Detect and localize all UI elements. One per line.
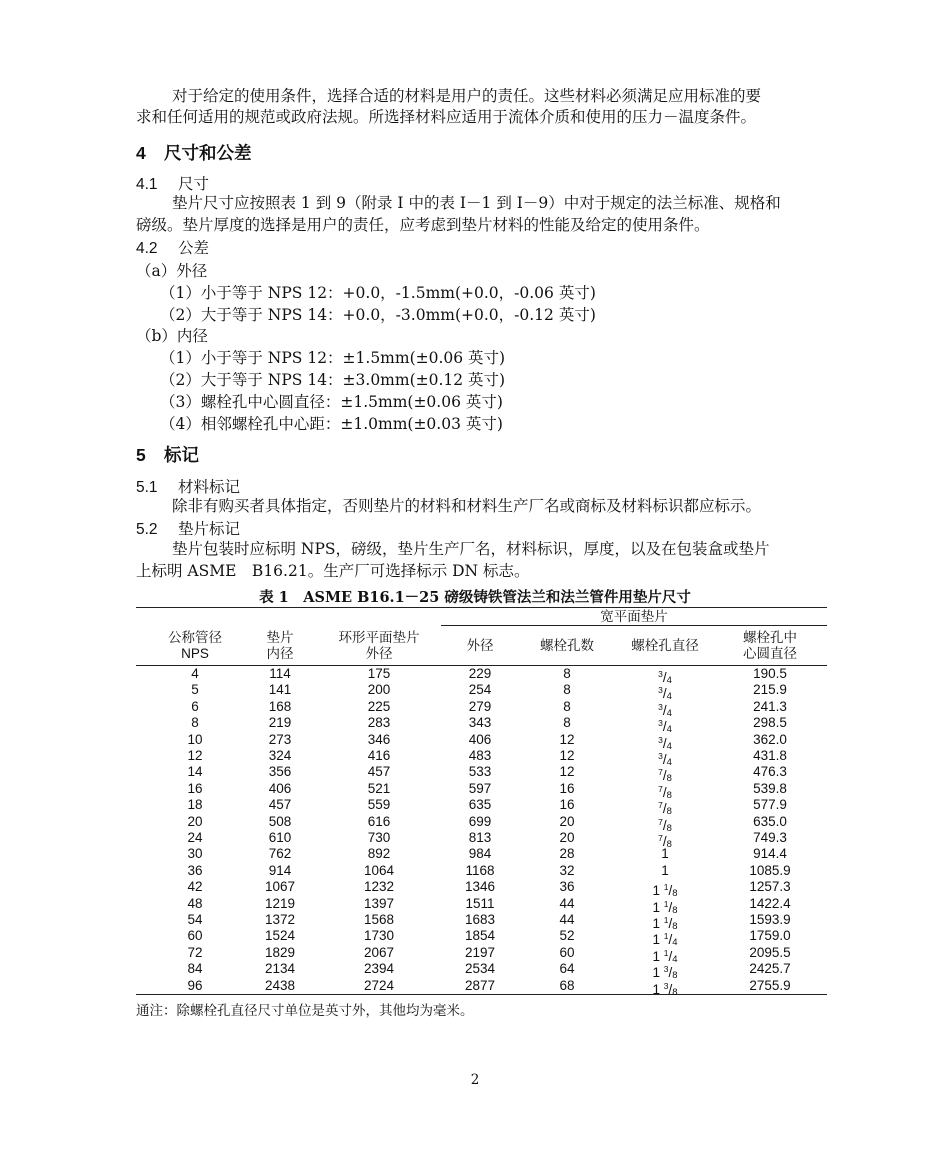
cell-nps: 72: [187, 944, 203, 960]
cell-holes: 52: [559, 928, 575, 944]
cell-od: 2877: [464, 977, 496, 993]
bolt-numerator: 7: [658, 800, 663, 811]
cell-id: 324: [268, 748, 292, 763]
cell-nps: 20: [187, 813, 203, 829]
section-5-2-line-1: 垫片包装时应标明 NPS，磅级，垫片生产厂名，材料标识，厚度，以及在包装盒或垫片: [172, 540, 770, 558]
section-5-2-heading: [136, 517, 240, 539]
cell-id: 508: [268, 813, 292, 829]
cell-od: 2534: [464, 961, 496, 977]
cell-bolt-diameter: 1 $^1/_4$: [652, 931, 678, 949]
bolt-denominator: 4: [666, 675, 672, 686]
header-od: 外径: [466, 638, 494, 654]
header-bolt-diameter: 螺栓孔直径: [631, 638, 699, 654]
cell-id: 168: [268, 698, 292, 714]
header-ring-od-line2: 外径: [365, 646, 393, 662]
cell-ring: 559: [367, 797, 391, 813]
header-bolt-holes: 螺栓孔数: [540, 638, 594, 654]
cell-od: 343: [468, 715, 492, 731]
cell-nps: 6: [191, 698, 199, 714]
cell-holes: 44: [559, 895, 575, 911]
cell-id: 273: [268, 731, 292, 747]
cell-holes: 20: [559, 813, 575, 829]
cell-od: 699: [468, 813, 492, 829]
cell-ring: 283: [367, 715, 391, 731]
cell-bolt-diameter: $^3/_4$: [658, 701, 672, 719]
cell-od: 597: [468, 780, 492, 796]
bolt-whole: 1: [661, 846, 669, 862]
cell-id: 1219: [264, 895, 296, 911]
cell-holes: 12: [559, 764, 575, 780]
bolt-denominator: 8: [666, 822, 672, 834]
cell-ring: 416: [367, 748, 391, 763]
cell-bolt-diameter: $^7/_8$: [658, 816, 672, 834]
section-4-2-title: 公差: [178, 239, 210, 257]
bolt-whole: 1: [652, 981, 660, 997]
cell-holes: 44: [559, 912, 575, 927]
header-ring-od: [329, 630, 429, 662]
cell-holes: 8: [563, 666, 571, 681]
cell-bc: 1593.9: [749, 912, 791, 927]
bolt-numerator: 3: [658, 685, 663, 696]
cell-bc: 2095.5: [749, 944, 791, 960]
bolt-denominator: 4: [666, 691, 672, 703]
cell-id: 406: [268, 780, 292, 796]
bolt-denominator: 4: [666, 757, 672, 768]
cell-od: 533: [468, 764, 492, 780]
cell-bc: 2755.9: [749, 977, 791, 993]
bolt-numerator: 7: [658, 767, 663, 778]
cell-id: 762: [268, 846, 292, 862]
section-4-number: 4: [136, 143, 146, 163]
tolerance-b-2: （2）大于等于 NPS 14：±3.0mm(±0.12 英寸): [160, 371, 506, 389]
cell-nps: 5: [191, 682, 199, 698]
cell-nps: 48: [187, 895, 203, 911]
cell-id: 914: [268, 862, 292, 878]
bolt-numerator: 1: [663, 947, 669, 958]
bolt-numerator: 7: [658, 833, 663, 843]
cell-id: 141: [268, 682, 292, 698]
cell-bolt-diameter: $^7/_8$: [658, 800, 672, 818]
section-4-1-title: 尺寸: [178, 175, 210, 193]
cell-od: 229: [468, 666, 492, 681]
bolt-numerator: 1: [663, 882, 669, 893]
bolt-denominator: 4: [666, 724, 672, 736]
cell-bolt-diameter: 1 $^3/_8$: [652, 980, 678, 998]
cell-ring: 457: [367, 764, 391, 780]
table-bottom-rule: [136, 994, 827, 995]
cell-bc: 749.3: [753, 830, 787, 845]
cell-bc: 1085.9: [749, 862, 791, 878]
cell-od: 406: [468, 731, 492, 747]
section-5-heading: [136, 442, 199, 467]
cell-bc: 190.5: [753, 666, 787, 681]
cell-id: 219: [268, 715, 292, 731]
cell-nps: 4: [191, 666, 199, 681]
cell-od: 1511: [465, 895, 495, 911]
bolt-whole: 1: [652, 899, 660, 915]
bolt-whole: 1: [652, 948, 660, 964]
cell-id: 114: [269, 666, 291, 681]
cell-nps: 12: [187, 748, 203, 763]
cell-bc: 431.8: [753, 748, 787, 763]
bolt-numerator: 3: [663, 980, 669, 991]
cell-ring: 346: [367, 731, 391, 747]
bolt-numerator: 3: [658, 701, 663, 712]
cell-bolt-diameter: $^3/_4$: [658, 669, 672, 686]
cell-bolt-diameter: 1 $^1/_8$: [652, 898, 678, 916]
cell-bc: 1759.0: [749, 928, 791, 944]
section-5-2-number: 5.2: [136, 521, 158, 538]
header-gasket-id: [250, 630, 310, 662]
cell-id: 457: [268, 797, 292, 813]
cell-bc: 914.4: [753, 846, 787, 862]
cell-nps: 84: [187, 961, 203, 977]
bolt-denominator: 4: [666, 707, 672, 719]
cell-holes: 8: [563, 715, 571, 731]
cell-ring: 1568: [363, 912, 395, 927]
cell-bolt-diameter: [615, 863, 715, 880]
table-group-header: 宽平面垫片: [600, 609, 668, 625]
cell-id: 1372: [264, 912, 296, 927]
cell-od: 1168: [465, 862, 495, 878]
cell-id: 2438: [264, 977, 296, 993]
header-ring-od-line1: 环形平面垫片: [338, 630, 420, 646]
bolt-denominator: 4: [672, 953, 678, 965]
cell-od: 254: [468, 682, 492, 698]
table-caption: 表 1 ASME B16.1－25 磅级铸铁管法兰和法兰管件用垫片尺寸: [259, 589, 691, 606]
bolt-whole: 1: [652, 932, 660, 948]
cell-holes: 8: [563, 698, 571, 714]
cell-bc: 215.9: [753, 682, 787, 698]
cell-ring: 1232: [363, 879, 395, 895]
section-5-2-line-2: 上标明 ASME B16.21。生产厂可选择标示 DN 标志。: [136, 562, 530, 580]
header-gasket-id-line1: 垫片: [266, 630, 294, 646]
cell-holes: 16: [559, 780, 575, 796]
bolt-numerator: 7: [658, 783, 663, 794]
cell-ring: 521: [367, 780, 391, 796]
bolt-denominator: 8: [666, 789, 672, 801]
cell-od: 1854: [464, 928, 496, 944]
cell-ring: 2394: [363, 961, 395, 977]
cell-holes: 68: [559, 977, 575, 993]
header-nps-line1: 公称管径: [168, 630, 222, 646]
cell-nps: 42: [187, 879, 203, 895]
cell-ring: 892: [367, 846, 391, 862]
cell-nps: 60: [187, 928, 203, 944]
cell-bolt-diameter: $^7/_8$: [658, 767, 672, 785]
cell-bolt-diameter: [615, 846, 715, 863]
cell-od: 813: [468, 830, 492, 845]
bolt-numerator: 1: [663, 915, 669, 925]
header-nps: [150, 630, 240, 662]
cell-bolt-diameter: 1 $^1/_8$: [652, 882, 678, 900]
cell-holes: 20: [559, 830, 575, 845]
section-4-title: 尺寸和公差: [164, 144, 252, 164]
section-5-1-heading: [136, 475, 240, 497]
section-5-1-line-1: 除非有购买者具体指定，否则垫片的材料和材料生产厂名或商标及材料标识都应标示。: [172, 497, 762, 515]
cell-bolt-diameter: $^3/_4$: [658, 718, 672, 736]
cell-ring: 616: [367, 813, 391, 829]
bolt-denominator: 8: [672, 970, 678, 982]
cell-nps: 8: [191, 715, 199, 731]
cell-nps: 18: [187, 797, 203, 813]
bolt-numerator: 1: [663, 931, 669, 942]
tolerance-b-3: （3）螺栓孔中心圆直径：±1.5mm(±0.06 英寸): [160, 393, 503, 411]
cell-od: 279: [468, 698, 492, 714]
bolt-denominator: 8: [672, 888, 678, 900]
intro-line-2: 求和任何适用的规范或政府法规。所选择材料应适用于流体介质和使用的压力－温度条件。: [136, 108, 757, 126]
section-5-title: 标记: [164, 446, 199, 466]
cell-bolt-diameter: $^7/_8$: [658, 783, 672, 801]
cell-bc: 298.5: [753, 715, 787, 731]
section-5-2-title: 垫片标记: [178, 520, 241, 538]
cell-nps: 16: [187, 780, 203, 796]
cell-nps: 14: [187, 764, 203, 780]
cell-ring: 1064: [363, 862, 395, 878]
cell-ring: 730: [367, 830, 391, 845]
cell-bc: 476.3: [753, 764, 787, 780]
cell-bc: 241.3: [753, 698, 787, 714]
cell-id: 1524: [264, 928, 296, 944]
section-5-1-title: 材料标记: [178, 478, 241, 496]
cell-bolt-diameter: $^3/_4$: [658, 685, 672, 703]
cell-ring: 2067: [363, 944, 395, 960]
cell-od: 1683: [464, 912, 496, 927]
cell-od: 984: [468, 846, 492, 862]
tolerance-a-label: （a）外径: [136, 262, 208, 280]
bolt-denominator: 4: [666, 740, 672, 752]
bolt-denominator: 4: [672, 937, 678, 949]
cell-holes: 28: [559, 846, 575, 862]
bolt-numerator: 7: [658, 816, 663, 827]
cell-bolt-diameter: $^7/_8$: [658, 833, 672, 850]
cell-bc: 2425.7: [749, 961, 791, 977]
cell-holes: 36: [559, 879, 575, 895]
cell-ring: 200: [367, 682, 391, 698]
cell-holes: 64: [559, 961, 575, 977]
cell-holes: 12: [559, 731, 575, 747]
cell-bc: 1257.3: [749, 879, 791, 895]
cell-nps: 96: [187, 977, 203, 993]
bolt-whole: 1: [661, 862, 669, 878]
cell-holes: 8: [563, 682, 571, 698]
section-5-number: 5: [136, 445, 146, 465]
cell-ring: 1730: [363, 928, 395, 944]
section-5-1-number: 5.1: [136, 479, 158, 496]
bolt-whole: 1: [652, 883, 660, 899]
cell-nps: 54: [187, 912, 203, 927]
tolerance-a-1: （1）小于等于 NPS 12：+0.0，-1.5mm(+0.0，-0.06 英寸): [160, 284, 596, 302]
section-4-2-heading: [136, 236, 209, 258]
bolt-denominator: 8: [666, 773, 672, 785]
cell-holes: 32: [559, 862, 575, 878]
section-4-heading: [136, 140, 252, 165]
cell-holes: 12: [559, 748, 575, 763]
cell-id: 2134: [264, 961, 296, 977]
bolt-numerator: 3: [658, 718, 663, 729]
cell-id: 610: [268, 830, 292, 845]
cell-ring: 2724: [363, 977, 395, 993]
cell-bc: 577.9: [753, 797, 787, 813]
bolt-numerator: 3: [658, 751, 663, 761]
header-bolt-circle: [725, 630, 815, 662]
cell-bc: 1422.4: [749, 895, 791, 911]
section-4-1-heading: [136, 172, 209, 194]
cell-bolt-diameter: 1 $^3/_8$: [652, 964, 678, 982]
bolt-whole: 1: [652, 965, 660, 981]
cell-bolt-diameter: 1 $^1/_4$: [652, 947, 678, 965]
cell-od: 1346: [464, 879, 496, 895]
cell-holes: 60: [559, 944, 575, 960]
tolerance-b-1: （1）小于等于 NPS 12：±1.5mm(±0.06 英寸): [160, 349, 506, 367]
bolt-denominator: 8: [672, 904, 678, 916]
cell-bolt-diameter: 1 $^1/_8$: [652, 915, 678, 932]
header-bolt-circle-line2: 心圆直径: [743, 646, 797, 662]
section-4-1-line-1: 垫片尺寸应按照表 1 到 9（附录 I 中的表 I－1 到 I－9）中对于规定的法兰标准、规格和: [172, 194, 781, 212]
cell-id: 1067: [264, 879, 296, 895]
bolt-whole: 1: [652, 916, 660, 931]
cell-od: 2197: [464, 944, 496, 960]
cell-id: 356: [268, 764, 292, 780]
table-group-rule: [441, 625, 827, 626]
cell-bolt-diameter: $^3/_4$: [658, 734, 672, 752]
cell-ring: 175: [367, 666, 391, 681]
section-4-1-line-2: 磅级。垫片厚度的选择是用户的责任，应考虑到垫片材料的性能及给定的使用条件。: [136, 216, 710, 234]
cell-nps: 10: [187, 731, 203, 747]
bolt-denominator: 8: [672, 986, 678, 998]
tolerance-b-4: （4）相邻螺栓孔中心距：±1.0mm(±0.03 英寸): [160, 415, 503, 433]
section-4-1-number: 4.1: [136, 176, 158, 193]
bolt-denominator: 8: [666, 839, 672, 850]
header-nps-line2: NPS: [181, 646, 209, 661]
bolt-denominator: 8: [666, 806, 672, 818]
cell-bc: 539.8: [753, 780, 787, 796]
section-4-2-number: 4.2: [136, 240, 158, 257]
bolt-numerator: 3: [663, 964, 669, 975]
cell-holes: 16: [559, 797, 575, 813]
cell-id: 1829: [264, 944, 296, 960]
cell-ring: 225: [367, 698, 391, 714]
cell-bolt-diameter: $^3/_4$: [658, 751, 672, 768]
tolerance-a-2: （2）大于等于 NPS 14：+0.0，-3.0mm(+0.0，-0.12 英寸): [160, 306, 596, 324]
cell-od: 635: [468, 797, 492, 813]
cell-ring: 1397: [363, 895, 395, 911]
header-gasket-id-line2: 内径: [266, 646, 294, 662]
page-number: 2: [470, 1072, 480, 1088]
table-note: 通注：除螺栓孔直径尺寸单位是英寸外，其他均为毫米。: [136, 1003, 474, 1019]
tolerance-b-label: （b）内径: [136, 327, 208, 345]
cell-od: 483: [468, 748, 492, 763]
cell-nps: 36: [187, 862, 203, 878]
bolt-numerator: 3: [658, 734, 663, 745]
bolt-numerator: 3: [658, 669, 663, 679]
cell-nps: 24: [187, 830, 203, 845]
header-bolt-circle-line1: 螺栓孔中: [743, 630, 797, 646]
cell-bc: 635.0: [753, 813, 787, 829]
cell-nps: 30: [187, 846, 203, 862]
cell-bc: 362.0: [753, 731, 787, 747]
intro-line-1: 对于给定的使用条件，选择合适的材料是用户的责任。这些材料必须满足应用标准的要: [172, 87, 762, 105]
bolt-denominator: 8: [672, 921, 678, 932]
table-top-rule: [136, 607, 827, 608]
bolt-numerator: 1: [663, 898, 669, 909]
